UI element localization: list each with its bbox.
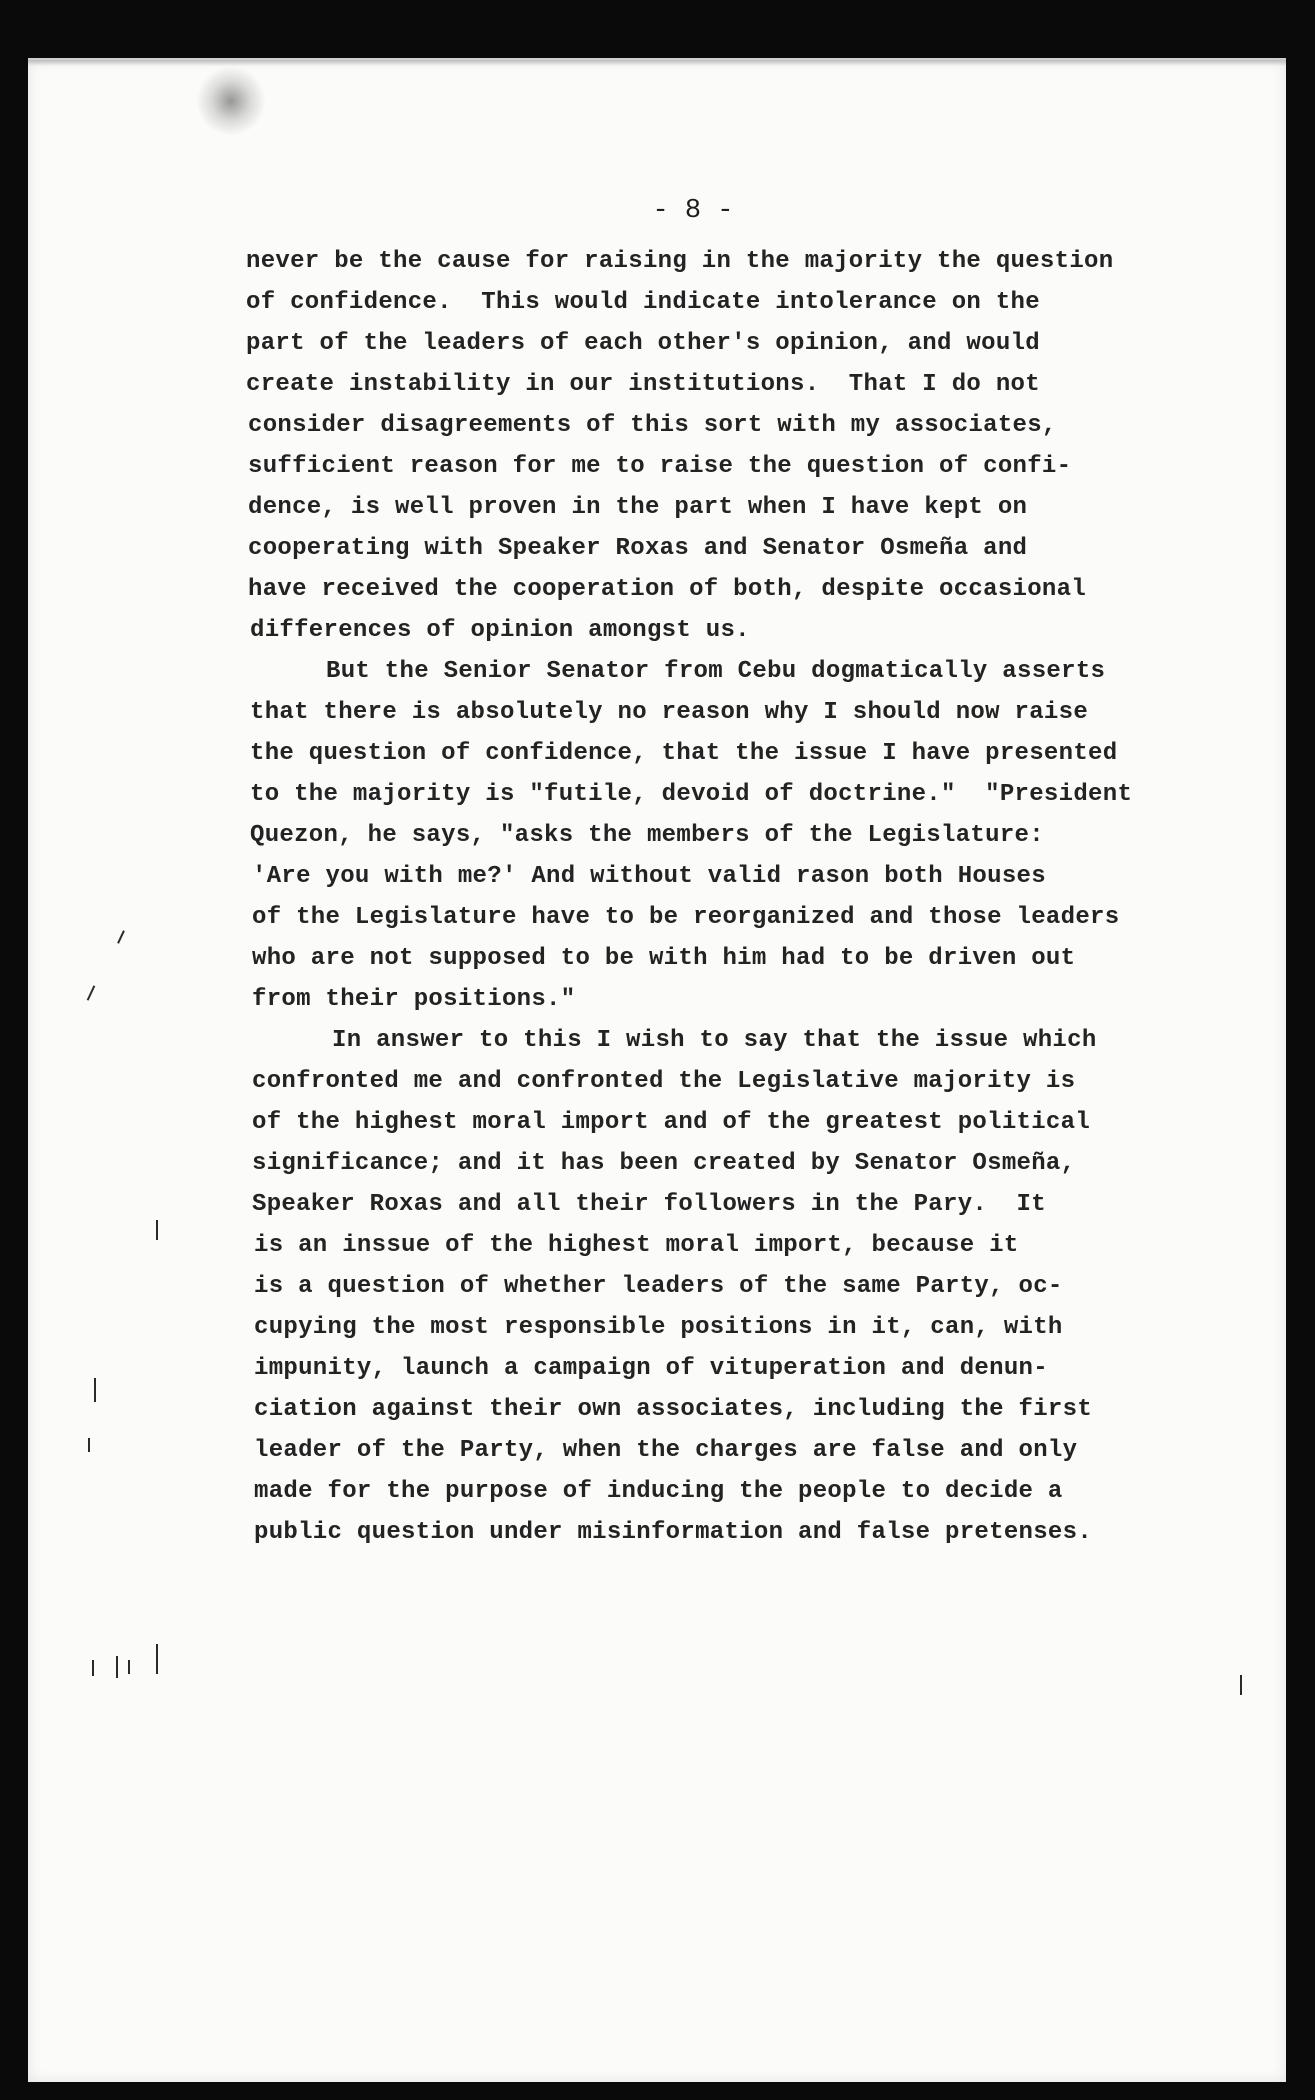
margin-mark [156, 1220, 158, 1240]
text-line: cooperating with Speaker Roxas and Senator Osmeña and [248, 535, 1028, 562]
text-line: create instability in our institutions. That I do not [246, 371, 1040, 398]
text-line: from their positions." [252, 986, 576, 1013]
typewritten-page [28, 58, 1286, 2082]
text-line: leader of the Party, when the charges are false and only [254, 1437, 1078, 1464]
text-line: sufficient reason for me to raise the question of confi- [248, 453, 1072, 480]
text-line: confronted me and confronted the Legislative majority is [252, 1068, 1076, 1095]
text-line: 'Are you with me?' And without valid rason both Houses [252, 863, 1046, 890]
text-line: of confidence. This would indicate intolerance on the [246, 289, 1040, 316]
ink-smudge [196, 66, 266, 136]
margin-mark [117, 930, 125, 944]
margin-mark [94, 1378, 96, 1402]
text-line: of the highest moral import and of the greatest political [252, 1109, 1091, 1136]
text-line: significance; and it has been created by Senator Osmeña, [252, 1150, 1076, 1177]
page-top-edge [28, 60, 1286, 66]
text-line: the question of confidence, that the issue I have presented [250, 740, 1118, 767]
margin-mark [92, 1660, 94, 1676]
text-line: is an inssue of the highest moral import, because it [254, 1232, 1019, 1259]
margin-mark [87, 985, 96, 1000]
text-line: never be the cause for raising in the majority the question [246, 248, 1114, 275]
text-line: dence, is well proven in the part when I have kept on [248, 494, 1028, 521]
text-line: of the Legislature have to be reorganized and those leaders [252, 904, 1120, 931]
text-line: part of the leaders of each other's opinion, and would [246, 330, 1040, 357]
text-line: is a question of whether leaders of the same Party, oc- [254, 1273, 1063, 1300]
text-line: have received the cooperation of both, despite occasional [248, 576, 1087, 603]
margin-mark [156, 1644, 158, 1674]
text-line: differences of opinion amongst us. [250, 617, 750, 644]
text-line: Speaker Roxas and all their followers in the Pary. It [252, 1191, 1046, 1218]
text-line: Quezon, he says, "asks the members of the Legislature: [250, 822, 1044, 849]
text-line: made for the purpose of inducing the people to decide a [254, 1478, 1063, 1505]
text-line: cupying the most responsible positions in it, can, with [254, 1314, 1063, 1341]
text-line: that there is absolutely no reason why I should now raise [250, 699, 1089, 726]
margin-mark [88, 1438, 90, 1452]
text-line: But the Senior Senator from Cebu dogmatically asserts [326, 658, 1106, 685]
page-number: - 8 - [652, 196, 734, 226]
text-line: In answer to this I wish to say that the issue which [332, 1027, 1097, 1054]
text-line: consider disagreements of this sort with my associates, [248, 412, 1057, 439]
text-line: ciation against their own associates, including the first [254, 1396, 1093, 1423]
text-line: who are not supposed to be with him had to be driven out [252, 945, 1076, 972]
margin-mark [116, 1656, 118, 1678]
text-line: public question under misinformation and false pretenses. [254, 1519, 1093, 1546]
text-line: impunity, launch a campaign of vituperation and denun- [254, 1355, 1048, 1382]
margin-mark [1240, 1675, 1242, 1695]
margin-mark [128, 1660, 130, 1674]
text-line: to the majority is "futile, devoid of doctrine." "President [250, 781, 1133, 808]
